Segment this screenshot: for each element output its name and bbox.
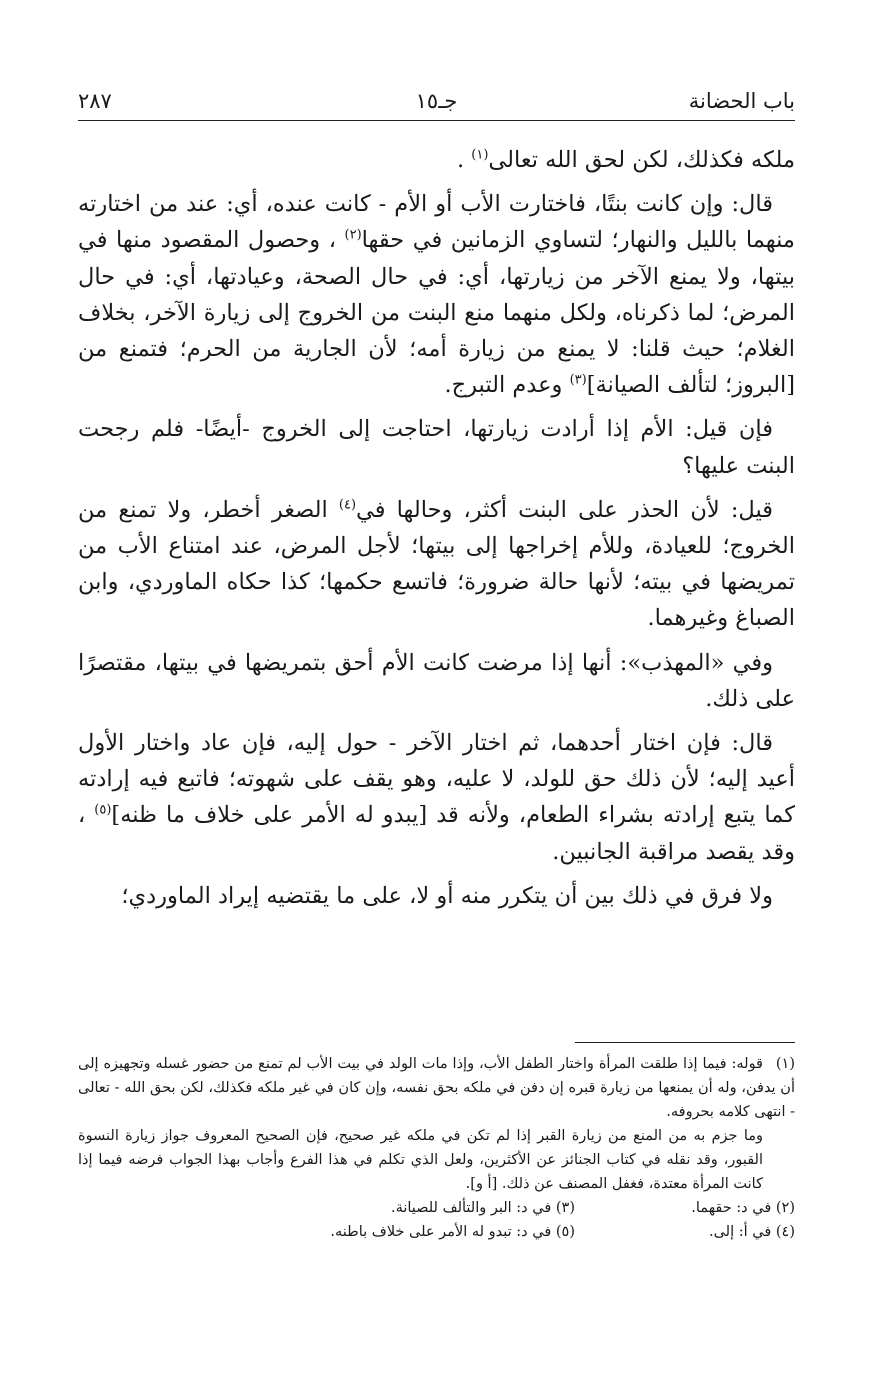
paragraph-2-text-b: ، وحصول المقصود منها في بيتها، ولا يمنع الآخر من زيارتها، أي: في حال الصحة، وعيادتها، أي: في حال المرض؛ لما ذكرناه، ولكل منهما منع البنت من الخروج إلى زيارة الآخر، بخلاف الغلام؛ حيث قلنا: لا يمنع من زيارة أمه؛ لأن الجارية من الحرم؛ فتمنع من [البروز؛ لتألف الصيانة] bbox=[78, 227, 795, 399]
footnote-ref-3: (٣) bbox=[569, 372, 587, 388]
paragraph-6-text-a: قال: فإن اختار أحدهما، ثم اختار الآخر - حول إليه، فإن عاد واختار الأول أعيد إليه؛ لأن ذلك حق للولد، لا عليه، وهو يقف على شهوته؛ فاتبع فيه إرادته كما يتبع إرادته بشراء الطعام، ولأنه قد [يبدو له الأمر على خلاف ما ظنه] bbox=[78, 730, 796, 829]
footnote-ref-1: (١) bbox=[471, 147, 489, 163]
footnote-1 bbox=[78, 1052, 795, 1124]
paragraph-2 bbox=[78, 186, 795, 403]
footnote-1-text: قوله: فيما إذا طلقت المرأة واختار الطفل الأب، وإذا مات الولد في بيت الأب لم تمنع من حضور غسله وتجهيزه إلى أن يدفن، وله أن يمنعها من زيارة قبره إن دفن في ملكه بحق نفسه، وإن كان في غير ملكه فكذلك، لكن بحق الله - تعالى - انتهى كلامه بحروفه. bbox=[78, 1056, 795, 1120]
paragraph-1-text: ملكه فكذلك، لكن لحق الله تعالى bbox=[488, 147, 795, 173]
footnotes-row-2-3 bbox=[78, 1196, 795, 1220]
footnotes-row-4-5 bbox=[78, 1220, 795, 1244]
page-number: ٢٨٧ bbox=[78, 89, 112, 113]
paragraph-7: ولا فرق في ذلك بين أن يتكرر منه أو لا، على ما يقتضيه إيراد الماوردي؛ bbox=[121, 882, 773, 909]
paragraph-3: فإن قيل: الأم إذا أرادت زيارتها، احتاجت إلى الخروج -أيضًا- فلم رجحت البنت عليها؟ bbox=[78, 416, 795, 479]
footnote-separator bbox=[575, 1042, 795, 1043]
volume-label: جـ١٥ bbox=[415, 89, 458, 113]
paragraph-4-text-a: قيل: لأن الحذر على البنت أكثر، وحالها في bbox=[356, 496, 773, 523]
paragraph-4 bbox=[78, 492, 795, 637]
footnote-4: (٤) في أ: إلى. bbox=[708, 1224, 795, 1240]
footnote-1-continuation: وما جزم به من المنع من زيارة القبر إذا لم تكن في ملكه غير صحيح، فإن الصحيح المعروف جواز زيارة النسوة القبور، وقد نقله في كتاب الجنائز عن الأكثرين، ولعل الذي تكلم في هذا الفرع وأجاب بهذا الجواب فرضه فيما إذا كانت المرأة معتدة، فغفل المصنف عن ذلك. [أ و]. bbox=[78, 1128, 763, 1192]
paragraph-1 bbox=[78, 142, 795, 178]
paragraph-2-text-a: قال: وإن كانت بنتًا، فاختارت الأب أو الأم - كانت عنده، أي: عند من اختارته منهما بالليل والنهار؛ لتساوي الزمانين في حقها bbox=[78, 191, 795, 254]
footnote-ref-4: (٤) bbox=[338, 497, 357, 513]
footnotes bbox=[78, 1052, 795, 1244]
footnote-1-number: (١) bbox=[775, 1056, 795, 1072]
paragraph-4-text-b: الصغر أخطر، ولا تمنع من الخروج؛ للعيادة، وللأم إخراجها إلى بيتها؛ لأجل المرض، عند امتناع الأب من تمريضها في بيته؛ لأنها حالة ضرورة؛ فاتسع حكمها؛ كذا حكاه الماوردي، وابن الصباغ وغيرهما. bbox=[78, 496, 795, 632]
paragraph-6 bbox=[78, 725, 795, 870]
paragraph-6-text-b: ، وقد يقصد مراقبة الجانبين. bbox=[78, 802, 795, 865]
paragraph-1-end: . bbox=[456, 147, 472, 173]
footnote-ref-5: (٥) bbox=[94, 802, 112, 818]
footnote-ref-2: (٢) bbox=[344, 227, 362, 243]
paragraph-2-text-c: وعدم التبرج. bbox=[444, 372, 570, 399]
footnote-5: (٥) في د: تبدو له الأمر على خلاف باطنه. bbox=[330, 1224, 575, 1240]
footnote-2: (٢) في د: حقهما. bbox=[691, 1200, 795, 1216]
chapter-title: باب الحضانة bbox=[688, 89, 795, 113]
footnote-3: (٣) في د: البر والتألف للصيانة. bbox=[390, 1200, 575, 1216]
running-header bbox=[78, 84, 795, 118]
paragraph-5: وفي «المهذب»: أنها إذا مرضت كانت الأم أحق بتمريضها في بيتها، مقتصرًا على ذلك. bbox=[78, 649, 795, 712]
main-text bbox=[78, 142, 795, 922]
header-rule bbox=[78, 120, 795, 121]
